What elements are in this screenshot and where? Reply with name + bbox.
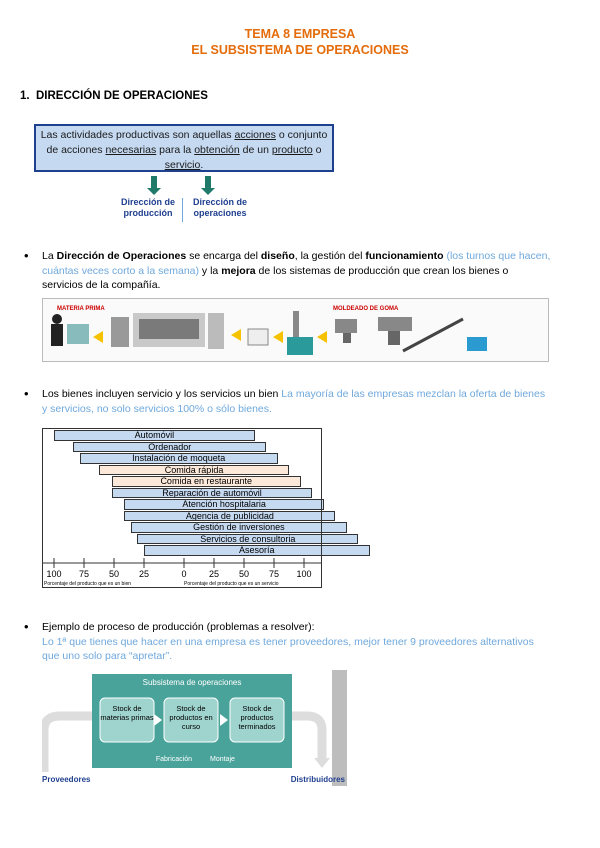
def-text: o <box>312 144 322 156</box>
process-title: Subsistema de operaciones <box>142 678 242 687</box>
paragraph-direccion <box>42 249 552 293</box>
down-arrow-icon <box>205 176 211 188</box>
text: de los sistemas de producción que crean los bienes o servicios de la compañía. <box>42 264 509 291</box>
label-distribuidores: Distribuidores <box>290 775 345 784</box>
def-underlined: obtención <box>194 144 240 156</box>
goods-services-chart <box>42 428 322 588</box>
tick-label-left: 100 <box>46 569 62 579</box>
bold-text: diseño <box>260 250 295 262</box>
paragraph-ejemplo <box>42 620 552 664</box>
strip-label-left: MATERIA PRIMA <box>57 306 105 312</box>
chart-bar: Asesoría <box>144 545 370 556</box>
tick-label-right: 0 <box>181 569 187 579</box>
box-productos-en-curso: Stock de productos en curso <box>169 704 213 731</box>
tick-label-right: 100 <box>296 569 312 579</box>
dir-operaciones-box: Dirección de operaciones <box>192 197 248 218</box>
chart-bar: Atención hospitalaria <box>124 499 324 510</box>
box-productos-terminados: Stock de productos terminados <box>238 704 276 731</box>
process-diagram <box>42 668 347 788</box>
chart-bar: Automóvil <box>54 430 255 441</box>
chart-bar: Gestión de inversiones <box>131 522 347 533</box>
divider <box>182 198 183 222</box>
paragraph-bienes <box>42 387 552 416</box>
chart-bar: Servicios de consultoria <box>137 534 358 545</box>
label-proveedores: Proveedores <box>42 775 91 784</box>
tick-label-left: 75 <box>78 569 90 579</box>
production-line-svg <box>43 299 548 361</box>
note-text: La mayoría de las empresas mezclan la oferta de bienes y servicios, no solo servicios 100% o sólo bienes. <box>42 388 546 415</box>
bold-text: Dirección de Operaciones <box>56 250 187 262</box>
def-underlined: necesarias <box>105 144 157 156</box>
text: La <box>42 250 57 262</box>
bold-text: mejora <box>221 264 256 277</box>
tick-label-right: 25 <box>208 569 220 579</box>
def-underlined: acciones <box>234 129 276 141</box>
title-line2: EL SUBSISTEMA DE OPERACIONES <box>191 43 409 57</box>
down-arrowhead-icon <box>201 188 215 195</box>
def-text: de un <box>239 144 272 156</box>
xlabel-right: Porcentaje del producto que es un servicio <box>184 581 279 587</box>
def-text: para la <box>156 144 195 156</box>
text: Los bienes incluyen servicio y los servicios un bien <box>42 388 282 400</box>
down-arrowhead-icon <box>147 188 161 195</box>
bullet-icon: • <box>24 386 29 401</box>
tick-label-left: 50 <box>108 569 120 579</box>
definition-box <box>34 124 334 172</box>
strip-label-right: MOLDEADO DE GOMA <box>333 306 399 312</box>
chart-axes <box>42 428 322 588</box>
xlabel-left: Porcentaje del producto que es un bien <box>44 581 132 587</box>
tick-label-right: 75 <box>268 569 280 579</box>
dir-produccion-box: Dirección de producción <box>120 197 176 218</box>
bold-text: funcionamiento <box>365 250 444 262</box>
section-title: DIRECCIÓN DE OPERACIONES <box>35 90 208 102</box>
chart-bar: Comida en restaurante <box>112 476 301 487</box>
section-number: 1. <box>20 90 30 102</box>
def-text: Las actividades productivas son aquellas <box>40 129 235 141</box>
def-underlined: producto <box>271 144 313 156</box>
box-materias-primas: Stock de materias primas <box>100 704 154 722</box>
label-fabricacion: Fabricación <box>155 756 192 763</box>
production-line-illustration <box>42 298 549 362</box>
note-text: (los turnos que hacen, cuántas veces corto a la semana) <box>42 250 551 277</box>
section-heading <box>20 90 208 102</box>
title-line1: TEMA 8 EMPRESA <box>244 27 356 41</box>
chart-bar: Ordenador <box>73 442 266 453</box>
bullet-icon: • <box>24 248 29 263</box>
chart-bar: Comida rápida <box>99 465 290 476</box>
chart-bar: Agencia de publicidad <box>124 511 335 522</box>
def-underlined: servicio <box>164 159 201 171</box>
def-text: . <box>200 159 204 171</box>
text: se encarga del <box>186 250 261 262</box>
note-text: Lo 1ª que tienes que hacer en una empresa es tener proveedores, mejor tener 9 proveedores alternativos que uno solo para “apretar”. <box>42 635 534 662</box>
bullet-icon: • <box>24 619 29 634</box>
label-montaje: Montaje <box>210 756 235 763</box>
text: Ejemplo de proceso de producción (problemas a resolver): <box>42 621 315 633</box>
tick-label-right: 50 <box>238 569 250 579</box>
down-arrow-icon <box>151 176 157 188</box>
chart-bar: Instalación de moqueta <box>80 453 278 464</box>
chart-bar: Reparación de automóvil <box>112 488 313 499</box>
def-text: o conjunto de acciones <box>46 129 328 156</box>
tick-label-left: 25 <box>138 569 150 579</box>
text: , la gestión del <box>294 250 366 262</box>
text: y la <box>199 264 222 277</box>
